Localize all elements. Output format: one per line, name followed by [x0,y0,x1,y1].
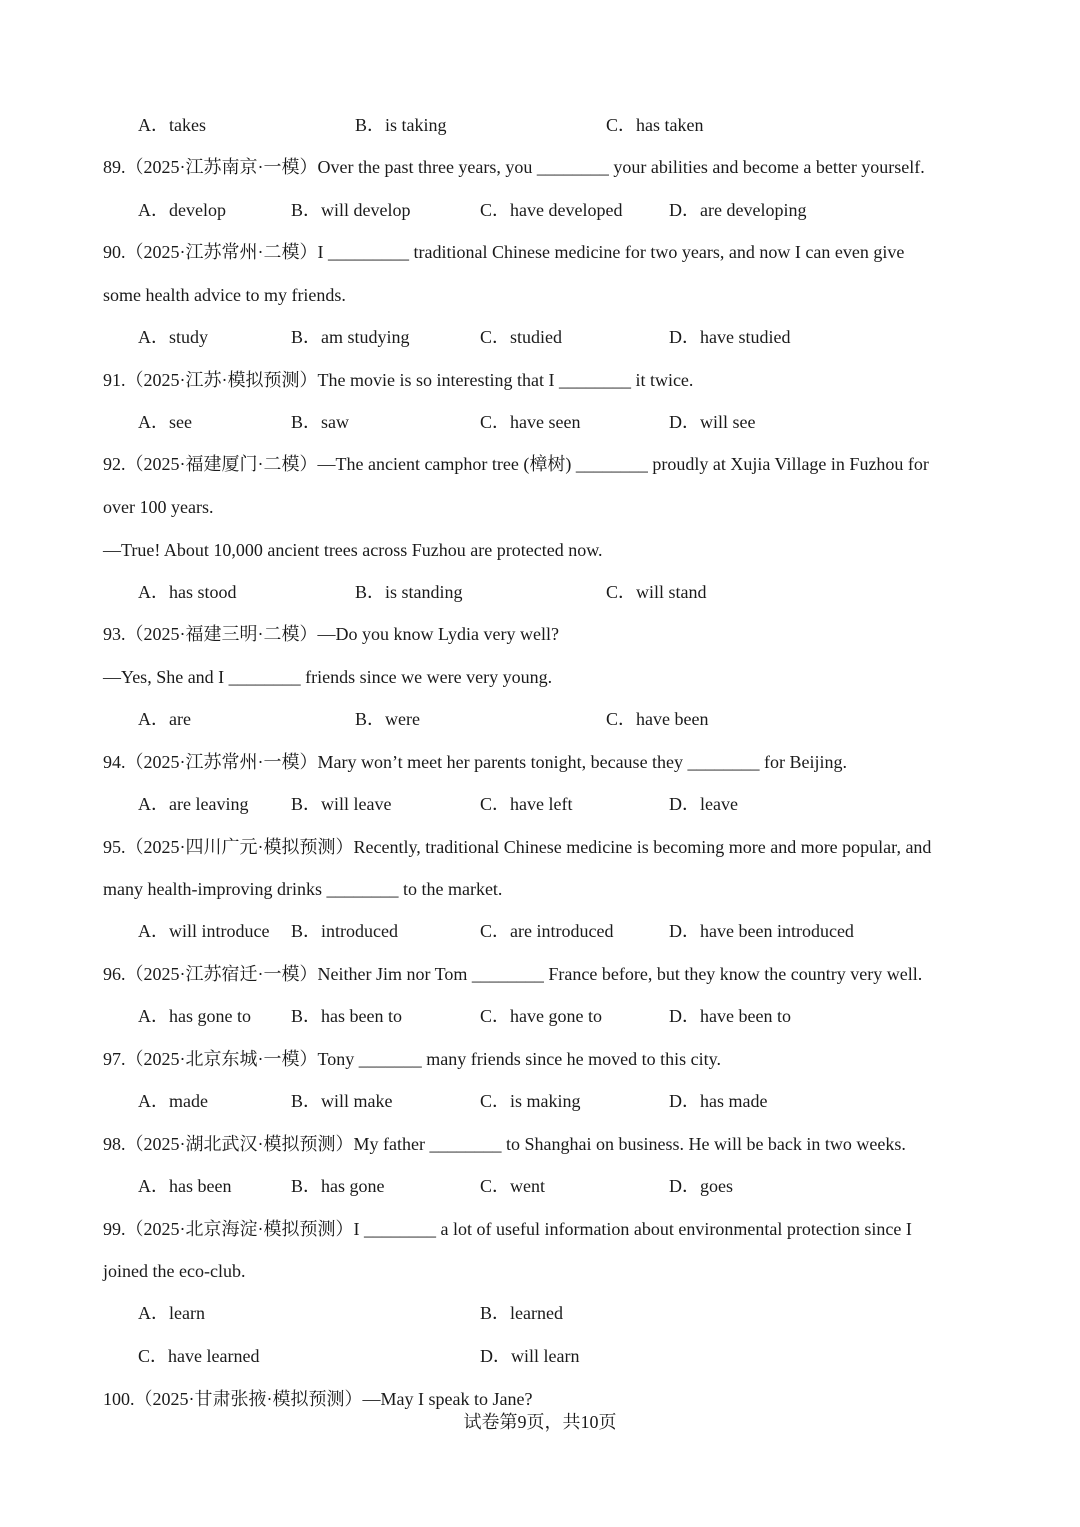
q92-option-b: B．is standing [355,582,463,602]
q94-option-b: B．will leave [291,794,392,814]
q95-option-d: D．have been introduced [669,921,854,941]
q98-option-c: C．went [480,1176,545,1196]
q88-option-a: A．takes [138,115,206,135]
q89-option-b: B．will develop [291,200,411,220]
q90-option-a: A．study [138,327,209,347]
page-footer: 试卷第9页，共10页 [463,1412,617,1432]
q100-stem: 100.（2025·甘肃张掖·模拟预测）—May I speak to Jane? [103,1389,533,1409]
q91-option-c: C．have seen [480,412,581,432]
q97-stem: 97.（2025·北京东城·一模）Tony _______ many friends since he moved to this city. [103,1049,721,1069]
q93-reply: —Yes, She and I ________ friends since we were very young. [103,667,553,687]
q95-stem: 95.（2025·四川广元·模拟预测）Recently, traditional Chinese medicine is becoming more and more popular, and [103,837,932,857]
q96-option-d: D．have been to [669,1006,791,1026]
q94-option-a: A．are leaving [138,794,249,814]
q96-option-a: A．has gone to [138,1006,251,1026]
q89-stem: 89.（2025·江苏南京·一模）Over the past three years, you ________ your abilities and become a better yourself. [103,157,925,177]
q91-option-b: B．saw [291,412,349,432]
q99-stem-continued: joined the eco-club. [103,1261,246,1281]
q92-stem: 92.（2025·福建厦门·二模）—The ancient camphor tree (樟树) ________ proudly at Xujia Village in Fuzhou for [103,454,929,474]
q91-option-d: D．will see [669,412,756,432]
q99-option-d: D．will learn [480,1346,580,1366]
q93-option-a: A．are [138,709,191,729]
q97-option-c: C．is making [480,1091,581,1111]
q98-option-b: B．has gone [291,1176,385,1196]
q88-option-c: C．has taken [606,115,704,135]
q98-option-d: D．goes [669,1176,733,1196]
q90-option-d: D．have studied [669,327,791,347]
q89-option-a: A．develop [138,200,226,220]
q90-option-b: B．am studying [291,327,410,347]
q89-option-c: C．have developed [480,200,623,220]
q90-option-c: C．studied [480,327,563,347]
q89-option-d: D．are developing [669,200,807,220]
q91-stem: 91.（2025·江苏·模拟预测）The movie is so interesting that I ________ it twice. [103,370,694,390]
q97-option-a: A．made [138,1091,208,1111]
q95-option-a: A．will introduce [138,921,270,941]
q92-stem-continued: over 100 years. [103,497,214,517]
q92-reply: —True! About 10,000 ancient trees across Fuzhou are protected now. [103,540,603,560]
q94-option-d: D．leave [669,794,738,814]
q95-stem-continued: many health-improving drinks ________ to the market. [103,879,503,899]
q93-stem: 93.（2025·福建三明·二模）—Do you know Lydia very well? [103,624,559,644]
q98-option-a: A．has been [138,1176,232,1196]
q95-option-c: C．are introduced [480,921,614,941]
q94-option-c: C．have left [480,794,573,814]
q88-option-b: B．is taking [355,115,447,135]
q99-stem: 99.（2025·北京海淀·模拟预测）I ________ a lot of useful information about environmental protection since I [103,1219,912,1239]
q90-stem-continued: some health advice to my friends. [103,285,346,305]
q95-option-b: B．introduced [291,921,398,941]
q93-option-b: B．were [355,709,420,729]
q90-stem: 90.（2025·江苏常州·二模）I _________ traditional Chinese medicine for two years, and now I can even give [103,242,905,262]
q97-option-b: B．will make [291,1091,393,1111]
q96-option-c: C．have gone to [480,1006,602,1026]
q96-stem: 96.（2025·江苏宿迁·一模）Neither Jim nor Tom ________ France before, but they know the country very well. [103,964,923,984]
q99-option-c: C．have learned [138,1346,260,1366]
q93-option-c: C．have been [606,709,709,729]
q94-stem: 94.（2025·江苏常州·一模）Mary won’t meet her parents tonight, because they ________ for Beijing. [103,752,848,772]
q91-option-a: A．see [138,412,192,432]
q96-option-b: B．has been to [291,1006,402,1026]
q99-option-b: B．learned [480,1303,563,1323]
q92-option-c: C．will stand [606,582,707,602]
q99-option-a: A．learn [138,1303,205,1323]
q97-option-d: D．has made [669,1091,768,1111]
q92-option-a: A．has stood [138,582,237,602]
q98-stem: 98.（2025·湖北武汉·模拟预测）My father ________ to Shanghai on business. He will be back in two weeks. [103,1134,906,1154]
